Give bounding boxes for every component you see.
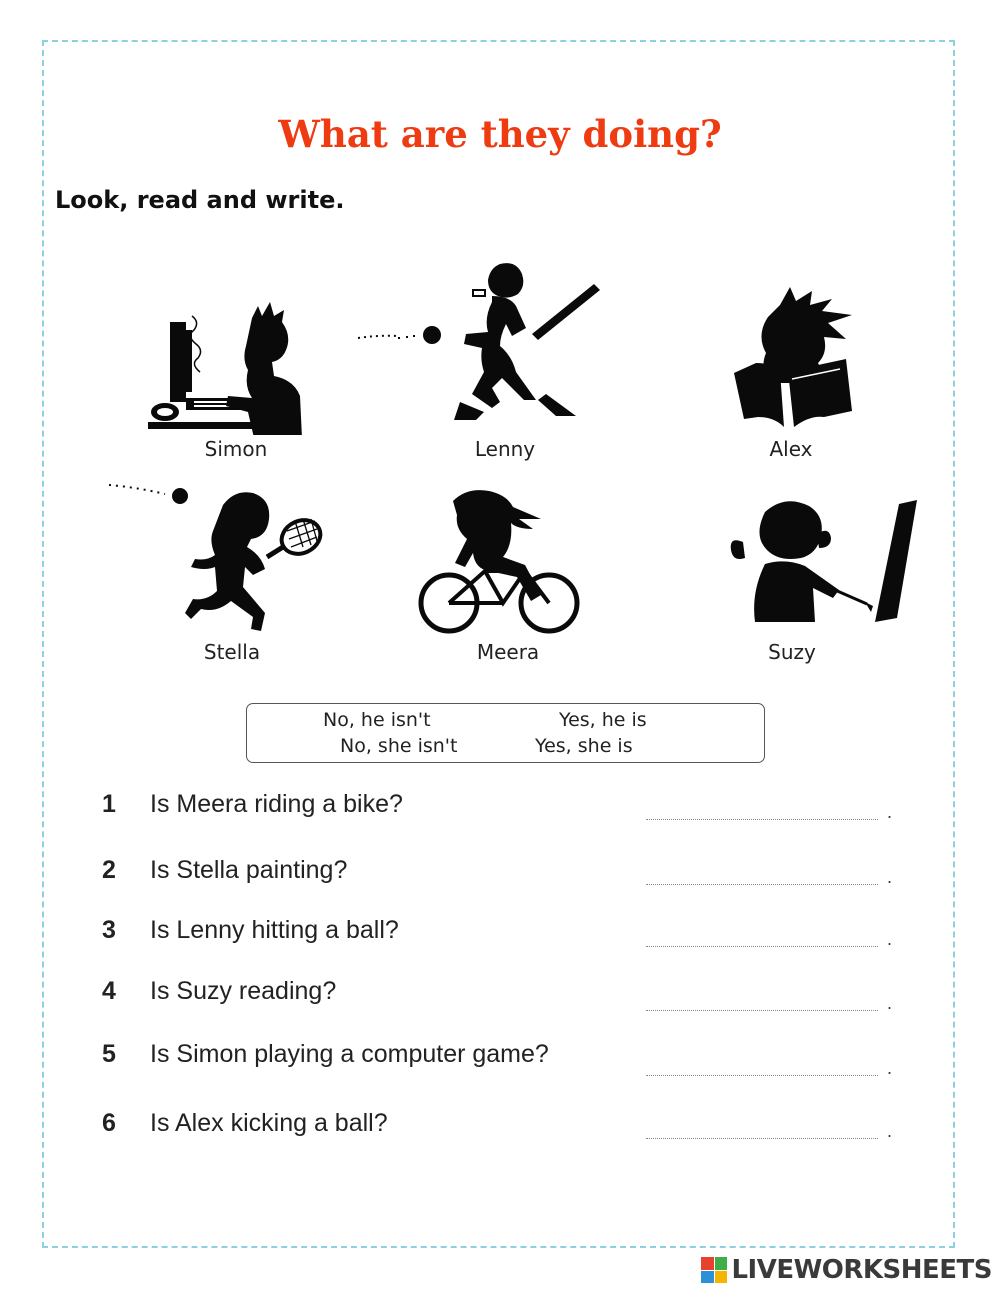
- figure-name-stella: Stella: [203, 640, 261, 664]
- question-number: 1: [102, 790, 116, 818]
- question-number: 2: [102, 856, 116, 884]
- child-painting-icon: [725, 498, 930, 628]
- question-text: Is Simon playing a computer game?: [150, 1040, 549, 1068]
- figure-name-simon: Simon: [204, 437, 268, 461]
- answer-input-2[interactable]: [646, 862, 878, 885]
- figure-name-lenny: Lenny: [474, 437, 536, 461]
- figure-name-alex: Alex: [769, 437, 813, 461]
- instruction-text: Look, read and write.: [55, 186, 345, 214]
- answer-period: .: [887, 802, 893, 822]
- question-text: Is Alex kicking a ball?: [150, 1109, 388, 1137]
- answer-input-3[interactable]: [646, 924, 878, 947]
- question-text: Is Lenny hitting a ball?: [150, 916, 399, 944]
- question-number: 4: [102, 977, 116, 1005]
- liveworksheets-brand: [701, 1253, 992, 1287]
- brand-name: LIVEWORKSHEETS: [731, 1255, 992, 1285]
- question-text: Is Suzy reading?: [150, 977, 337, 1005]
- liveworksheets-logo-icon: [701, 1257, 727, 1283]
- option-no-she-isnt: No, she isn't: [340, 735, 458, 757]
- answer-period: .: [887, 929, 893, 949]
- answer-period: .: [887, 867, 893, 887]
- child-riding-bike-icon: [415, 485, 585, 640]
- option-yes-she-is: Yes, she is: [535, 735, 633, 757]
- answer-input-4[interactable]: [646, 988, 878, 1011]
- question-number: 6: [102, 1109, 116, 1137]
- answer-period: .: [887, 1121, 893, 1141]
- answer-period: .: [887, 1058, 893, 1078]
- worksheet-title: What are they doing?: [278, 112, 722, 156]
- figure-name-meera: Meera: [476, 640, 540, 664]
- option-no-he-isnt: No, he isn't: [323, 709, 431, 731]
- answer-input-6[interactable]: [646, 1116, 878, 1139]
- option-yes-he-is: Yes, he is: [559, 709, 647, 731]
- answer-input-5[interactable]: [646, 1053, 878, 1076]
- question-number: 3: [102, 916, 116, 944]
- child-reading-book-icon: [730, 285, 870, 430]
- question-text: Is Meera riding a bike?: [150, 790, 403, 818]
- answer-period: .: [887, 993, 893, 1013]
- figure-name-suzy: Suzy: [768, 640, 816, 664]
- answer-word-box: [246, 703, 765, 763]
- answer-input-1[interactable]: [646, 797, 878, 820]
- child-playing-tennis-icon: [105, 475, 335, 635]
- question-number: 5: [102, 1040, 116, 1068]
- question-text: Is Stella painting?: [150, 856, 348, 884]
- child-at-computer-icon: [140, 300, 310, 435]
- child-batting-ball-icon: [350, 262, 600, 427]
